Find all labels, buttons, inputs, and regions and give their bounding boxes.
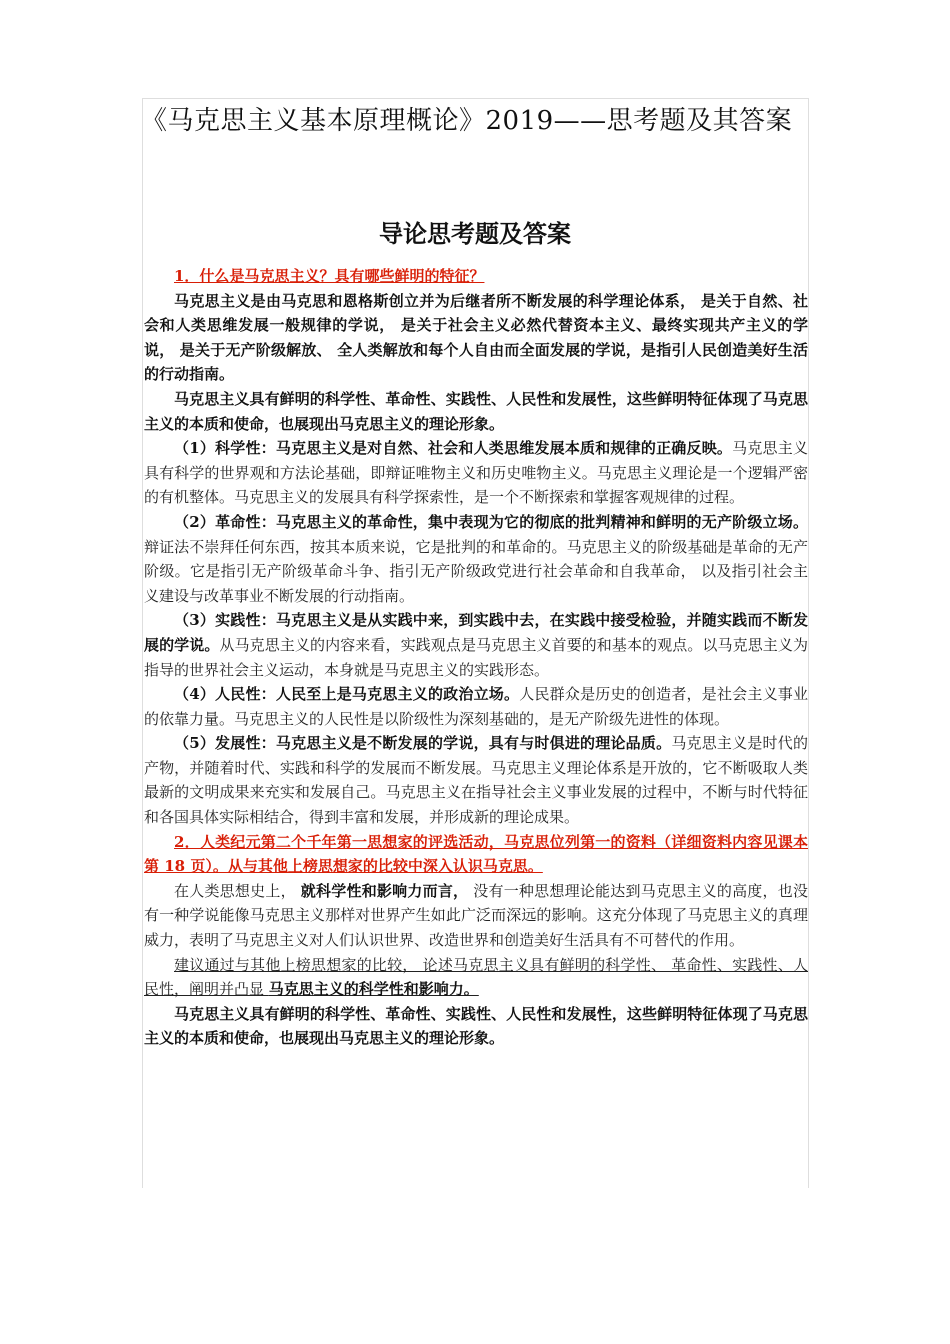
q2-answer-bold: 就科学性和影响力而言，	[300, 881, 469, 900]
feature-people	[144, 682, 808, 731]
question-2	[144, 830, 808, 879]
feature-developmental-text: 马克思主义是时代的产物，并随着时代、实践和科学的发展而不断发展。马克思主义理论体系是开放的，它不断吸取人类最新的文明成果来充实和发展自己。马克思主义在指导社会主义事业发展的过程中，不断与时代特征和各国具体实际相结合，得到丰富和发展，并形成新的理论成果。	[144, 734, 808, 827]
q1-features-intro: 马克思主义具有鲜明的科学性、革命性、实践性、人民性和发展性，这些鲜明特征体现了马克思主义的本质和使命，也展现出马克思主义的理论形象。	[144, 389, 808, 433]
document-body	[144, 264, 808, 1051]
feature-practical-lead: （3）实践性：马克思主义是从实践中来，到实践中去，在实践中接受检验，并随实践而不断发展的学说。	[144, 611, 808, 654]
feature-people-lead: （4）人民性：人民至上是马克思主义的政治立场。	[174, 685, 520, 704]
question-1-text: 1．什么是马克思主义？具有哪些鲜明的特征？	[174, 267, 485, 285]
feature-developmental-lead: （5）发展性：马克思主义是不断发展的学说，具有与时俱进的理论品质。	[174, 734, 672, 753]
feature-practical	[144, 608, 808, 682]
page-border-left	[142, 98, 143, 1188]
feature-revolutionary	[144, 510, 808, 608]
q2-suggestion	[144, 953, 808, 1002]
feature-scientific	[144, 436, 808, 510]
question-2-text: 2．人类纪元第二个千年第一思想家的评选活动，马克思位列第一的资料（详细资料内容见课本第 18 页）。从与其他上榜思想家的比较中深入认识马克思。	[144, 832, 808, 876]
q2-answer-text: 没有一种思想理论能达到马克思主义的高度，也没有一种学说能像马克思主义那样对世界产生如此广泛而深远的影响。这充分体现了马克思主义的真理威力，表明了马克思主义对人们认识世界、改造世界和创造美好生活具有不可替代的作用。	[144, 881, 808, 950]
feature-scientific-text: 马克思主义具有科学的世界观和方法论基础，即辩证唯物主义和历史唯物主义。马克思主义理论是一个逻辑严密的有机整体。马克思主义的发展具有科学探索性，是一个不断探索和掌握客观规律的过程。	[144, 439, 808, 507]
feature-revolutionary-lead: （2）革命性：马克思主义的革命性，集中表现为它的彻底的批判精神和鲜明的无产阶级立场。	[174, 512, 808, 531]
feature-people-text: 人民群众是历史的创造者，是社会主义事业的依靠力量。马克思主义的人民性是以阶级性为深刻基础的，是无产阶级先进性的体现。	[144, 685, 808, 728]
page-border-top	[142, 98, 808, 99]
feature-revolutionary-text: 辩证法不崇拜任何东西，按其本质来说，它是批判的和革命的。马克思主义的阶级基础是革命的无产阶级。它是指引无产阶级革命斗争、指引无产阶级政党进行社会革命和自我革命， 以及指引社会主义建设与改革事业不断发展的行动指南。	[144, 537, 808, 605]
q2-answer	[144, 879, 808, 953]
section-title: 导论思考题及答案	[379, 220, 571, 248]
feature-developmental	[144, 731, 808, 829]
q2-suggestion-bold: 马克思主义的科学性和影响力。	[268, 980, 479, 999]
q2-summary: 马克思主义具有鲜明的科学性、革命性、实践性、人民性和发展性，这些鲜明特征体现了马克思主义的本质和使命，也展现出马克思主义的理论形象。	[144, 1004, 808, 1048]
q2-answer-lead: 在人类思想史上，	[174, 881, 301, 900]
page-border-right	[808, 98, 809, 1188]
question-1	[144, 264, 808, 289]
feature-scientific-lead: （1）科学性：马克思主义是对自然、社会和人类思维发展本质和规律的正确反映。	[174, 439, 733, 458]
q1-definition: 马克思主义是由马克思和恩格斯创立并为后继者所不断发展的科学理论体系， 是关于自然、社会和人类思维发展一般规律的学说， 是关于社会主义必然代替资本主义、最终实现共产主义的学说， 是关于无产阶级解放、 全人类解放和每个人自由而全面发展的学说，是指引人民创造美好生活的行动指南。	[144, 291, 808, 384]
feature-practical-text: 从马克思主义的内容来看，实践观点是马克思主义首要的和基本的观点。以马克思主义为指导的世界社会主义运动，本身就是马克思主义的实践形态。	[144, 635, 808, 679]
q2-suggestion-text: 建议通过与其他上榜思想家的比较， 论述马克思主义具有鲜明的科学性、 革命性、实践性、人民性，阐明并凸显	[144, 955, 808, 999]
document-title: 《马克思主义基本原理概论》2019——思考题及其答案	[141, 106, 793, 136]
